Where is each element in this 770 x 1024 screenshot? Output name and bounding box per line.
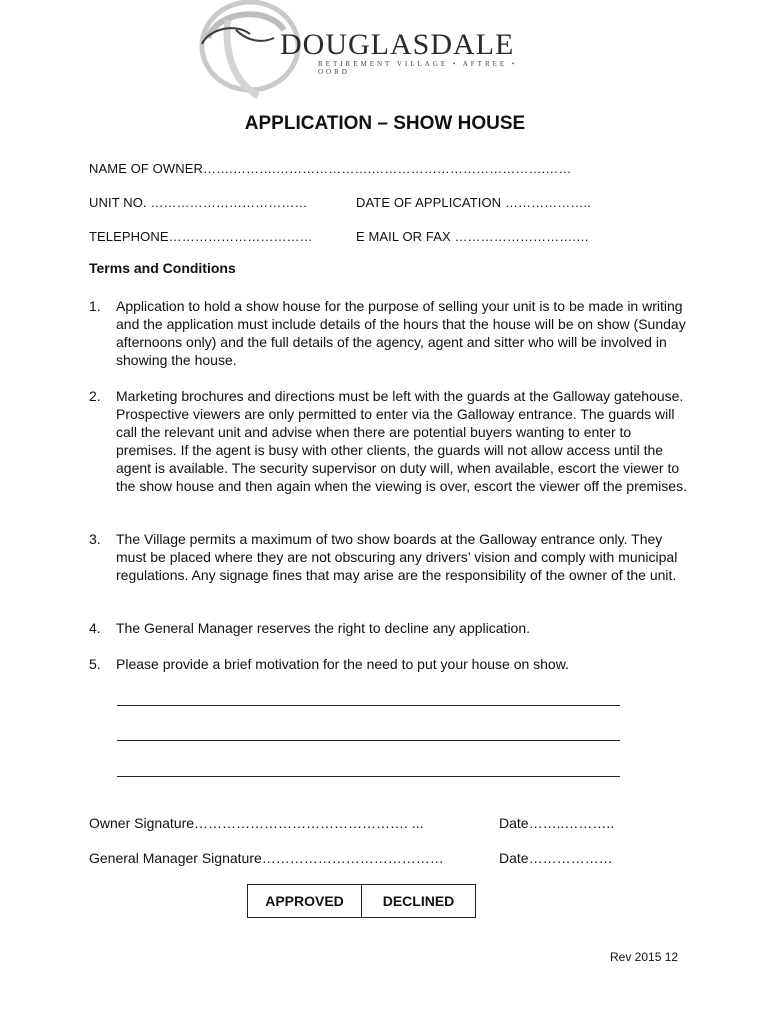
term-number: 2. bbox=[89, 388, 101, 404]
term-text: The General Manager reserves the right to decline any application. bbox=[116, 620, 531, 636]
term-text: Please provide a brief motivation for the need to put your house on show. bbox=[116, 656, 569, 672]
term-number: 4. bbox=[89, 620, 101, 636]
motivation-line[interactable] bbox=[117, 705, 620, 706]
term-number: 3. bbox=[89, 531, 101, 547]
date-of-application-field[interactable]: DATE OF APPLICATION ……………….. bbox=[356, 195, 591, 210]
term-text: Marketing brochures and directions must be left with the guards at the Galloway gatehouse. Prospective viewers are only permitted to enter via the Galloway entrance. The guards will call the relevant unit and advise when there are potential buyers wanting to enter to premises. If the agent is busy with other clients, the guards will not allow access until the agent is available. The security supervisor on duty will, when available, escort the viewer to the show house and then again when the viewing is over, escort the viewer off the premises. bbox=[116, 388, 687, 494]
telephone-field[interactable]: TELEPHONE…………………………… bbox=[89, 229, 313, 244]
terms-heading: Terms and Conditions bbox=[89, 260, 236, 276]
gm-signature-field[interactable]: General Manager Signature………………………………… bbox=[89, 850, 444, 866]
unit-no-field[interactable]: UNIT NO. ……………………………… bbox=[89, 195, 308, 210]
term-number: 5. bbox=[89, 656, 101, 672]
email-or-fax-field[interactable]: E MAIL OR FAX ……………………….… bbox=[356, 229, 590, 244]
revision-label: Rev 2015 12 bbox=[610, 950, 679, 964]
owner-signature-field[interactable]: Owner Signature………………………………………. ... bbox=[89, 815, 424, 831]
motivation-line[interactable] bbox=[117, 740, 620, 741]
gm-date-field[interactable]: Date……………… bbox=[499, 850, 613, 866]
page-title: APPLICATION – SHOW HOUSE bbox=[244, 113, 526, 134]
term-text: Application to hold a show house for the purpose of selling your unit is to be made in writing and the application must include details of the hours that the house will be on show (Sunday afternoons only) and the full details of the agency, agent and sitter who will be involved in showing the house. bbox=[116, 298, 686, 368]
term-text: The Village permits a maximum of two show boards at the Galloway entrance only. They must be placed where they are not obscuring any drivers’ vision and comply with municipal regulations. Any signage fines that may arise are the responsibility of the owner of the unit. bbox=[116, 531, 678, 583]
logo-tagline: RETIREMENT VILLAGE • AFTREE • OORD bbox=[318, 60, 518, 76]
douglasdale-logo bbox=[188, 0, 548, 108]
approval-box bbox=[247, 884, 476, 918]
term-number: 1. bbox=[89, 298, 101, 314]
logo-brand-name: DOUGLASDALE bbox=[280, 28, 515, 61]
name-of-owner-field[interactable]: NAME OF OWNER…….……….………………….………………………………….…… bbox=[89, 161, 572, 176]
owner-date-field[interactable]: Date……..……….. bbox=[499, 815, 615, 831]
motivation-line[interactable] bbox=[117, 776, 620, 777]
approved-option[interactable]: APPROVED bbox=[265, 893, 344, 909]
declined-option[interactable]: DECLINED bbox=[361, 885, 475, 917]
